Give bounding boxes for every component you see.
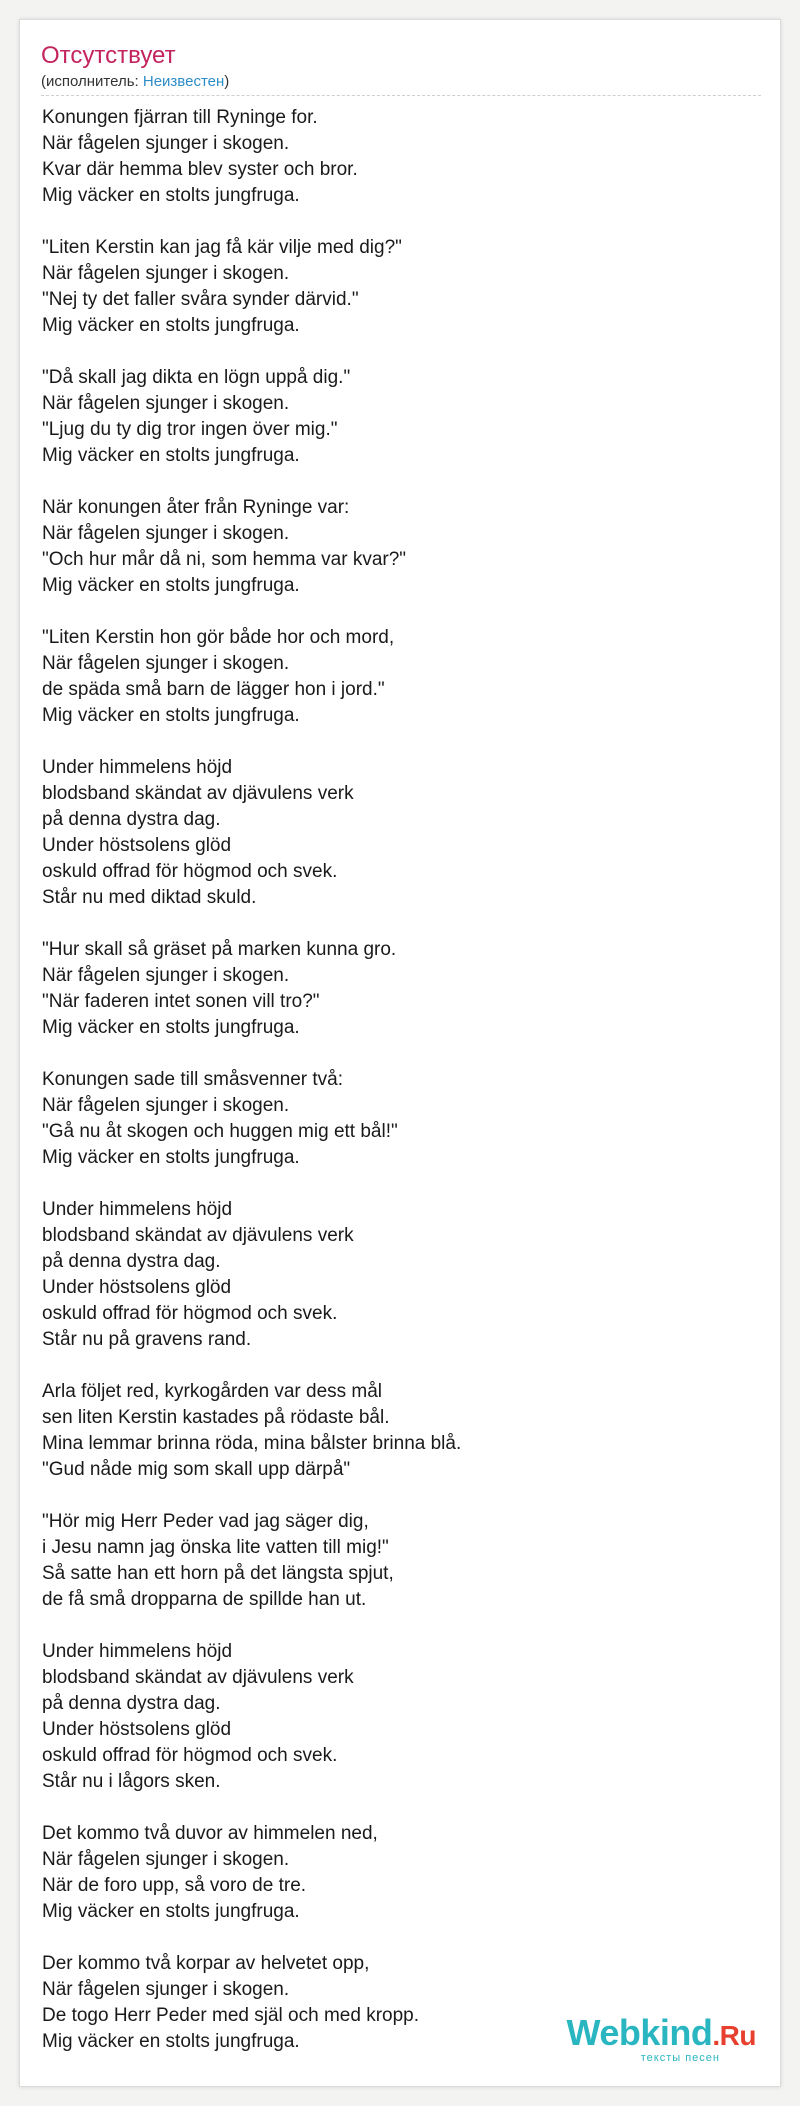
lyric-line: "Hör mig Herr Peder vad jag säger dig, bbox=[42, 1511, 369, 1532]
lyric-line: Under höstsolens glöd bbox=[42, 1277, 232, 1298]
header-divider bbox=[41, 95, 761, 96]
lyrics-stanza bbox=[42, 937, 762, 1041]
lyric-line: blodsband skändat av djävulens verk bbox=[42, 783, 354, 804]
lyric-line: oskuld offrad för högmod och svek. bbox=[42, 1745, 338, 1766]
lyric-line: oskuld offrad för högmod och svek. bbox=[42, 861, 338, 882]
lyric-line: Under höstsolens glöd bbox=[42, 1719, 232, 1740]
lyric-line: oskuld offrad för högmod och svek. bbox=[42, 1303, 338, 1324]
song-header bbox=[41, 42, 761, 91]
lyric-line: på denna dystra dag. bbox=[42, 1693, 221, 1714]
lyric-line: blodsband skändat av djävulens verk bbox=[42, 1667, 354, 1688]
lyric-line: de få små dropparna de spillde han ut. bbox=[42, 1589, 367, 1610]
lyric-line: Mina lemmar brinna röda, mina bålster brinna blå. bbox=[42, 1433, 462, 1454]
lyric-line: Mig väcker en stolts jungfruga. bbox=[42, 1017, 300, 1038]
lyric-line: Under himmelens höjd bbox=[42, 1199, 233, 1220]
lyric-line: Konungen sade till småsvenner två: bbox=[42, 1069, 344, 1090]
lyric-line: de späda små barn de lägger hon i jord." bbox=[42, 679, 385, 700]
logo-subtitle: тексты песен bbox=[640, 2052, 720, 2064]
lyric-line: "Hur skall så gräset på marken kunna gro. bbox=[42, 939, 397, 960]
lyric-line: När fågelen sjunger i skogen. bbox=[42, 133, 290, 154]
lyrics-stanza bbox=[42, 1821, 762, 1925]
lyric-line: När de foro upp, så voro de tre. bbox=[42, 1875, 307, 1896]
lyric-line: Så satte han ett horn på det längsta spjut, bbox=[42, 1563, 394, 1584]
lyric-line: Mig väcker en stolts jungfruga. bbox=[42, 575, 300, 596]
lyrics-stanza bbox=[42, 495, 762, 599]
artist-link[interactable]: Неизвестен bbox=[142, 73, 225, 90]
logo-tld: .Ru bbox=[712, 2020, 756, 2051]
lyric-line: När fågelen sjunger i skogen. bbox=[42, 965, 290, 986]
lyric-line: på denna dystra dag. bbox=[42, 809, 221, 830]
lyric-line: Står nu på gravens rand. bbox=[42, 1329, 252, 1350]
lyric-line: När fågelen sjunger i skogen. bbox=[42, 393, 290, 414]
lyric-line: Mig väcker en stolts jungfruga. bbox=[42, 2031, 300, 2052]
lyric-line: Står nu med diktad skuld. bbox=[42, 887, 257, 908]
lyric-line: Mig väcker en stolts jungfruga. bbox=[42, 445, 300, 466]
lyrics-stanza bbox=[42, 235, 762, 339]
lyric-line: Mig väcker en stolts jungfruga. bbox=[42, 1901, 300, 1922]
lyric-line: Under höstsolens glöd bbox=[42, 835, 232, 856]
artist-prefix: (исполнитель: bbox=[41, 73, 143, 90]
lyrics-stanza bbox=[42, 1379, 762, 1483]
lyric-line: på denna dystra dag. bbox=[42, 1251, 221, 1272]
lyric-line: När fågelen sjunger i skogen. bbox=[42, 653, 290, 674]
lyrics-stanza bbox=[42, 365, 762, 469]
lyrics-card bbox=[19, 19, 781, 2087]
lyric-line: Mig väcker en stolts jungfruga. bbox=[42, 185, 300, 206]
lyric-line: "Liten Kerstin kan jag få kär vilje med dig?" bbox=[42, 237, 402, 258]
lyric-line: "Gå nu åt skogen och huggen mig ett bål!" bbox=[42, 1121, 398, 1142]
logo-wordmark bbox=[566, 2012, 756, 2054]
lyrics-stanza bbox=[42, 755, 762, 911]
logo-main-text: Webkind bbox=[566, 2012, 713, 2053]
lyrics-stanza bbox=[42, 1639, 762, 1795]
lyric-line: sen liten Kerstin kastades på rödaste bål. bbox=[42, 1407, 390, 1428]
lyric-line: blodsband skändat av djävulens verk bbox=[42, 1225, 354, 1246]
lyric-line: Mig väcker en stolts jungfruga. bbox=[42, 705, 300, 726]
lyric-line: När fågelen sjunger i skogen. bbox=[42, 1095, 290, 1116]
lyrics-stanza bbox=[42, 105, 762, 209]
lyric-line: i Jesu namn jag önska lite vatten till mig!" bbox=[42, 1537, 389, 1558]
lyric-line: "Ljug du ty dig tror ingen över mig." bbox=[42, 419, 338, 440]
artist-suffix: ) bbox=[224, 73, 230, 90]
lyric-line: När fågelen sjunger i skogen. bbox=[42, 523, 290, 544]
lyric-line: När fågelen sjunger i skogen. bbox=[42, 1979, 290, 2000]
lyric-line: "Då skall jag dikta en lögn uppå dig." bbox=[42, 367, 351, 388]
lyrics-body bbox=[42, 105, 762, 2081]
lyric-line: "När faderen intet sonen vill tro?" bbox=[42, 991, 320, 1012]
lyric-line: Mig väcker en stolts jungfruga. bbox=[42, 315, 300, 336]
lyric-line: När konungen åter från Ryninge var: bbox=[42, 497, 350, 518]
lyric-line: "Nej ty det faller svåra synder därvid." bbox=[42, 289, 359, 310]
lyric-line: Det kommo två duvor av himmelen ned, bbox=[42, 1823, 378, 1844]
lyrics-stanza bbox=[42, 1509, 762, 1613]
lyric-line: Konungen fjärran till Ryninge for. bbox=[42, 107, 318, 128]
lyrics-stanza bbox=[42, 1067, 762, 1171]
lyric-line: Under himmelens höjd bbox=[42, 757, 233, 778]
artist-line bbox=[41, 73, 761, 91]
lyrics-stanza bbox=[42, 1197, 762, 1353]
lyric-line: Der kommo två korpar av helvetet opp, bbox=[42, 1953, 370, 1974]
site-logo[interactable] bbox=[566, 2012, 756, 2064]
lyric-line: När fågelen sjunger i skogen. bbox=[42, 263, 290, 284]
lyric-line: "Och hur mår då ni, som hemma var kvar?" bbox=[42, 549, 407, 570]
lyric-line: Under himmelens höjd bbox=[42, 1641, 233, 1662]
lyric-line: "Gud nåde mig som skall upp därpå" bbox=[42, 1459, 351, 1480]
song-title: Отсутствует bbox=[41, 42, 176, 69]
lyric-line: "Liten Kerstin hon gör både hor och mord, bbox=[42, 627, 395, 648]
lyric-line: Kvar där hemma blev syster och bror. bbox=[42, 159, 358, 180]
lyric-line: När fågelen sjunger i skogen. bbox=[42, 1849, 290, 1870]
lyric-line: Mig väcker en stolts jungfruga. bbox=[42, 1147, 300, 1168]
lyric-line: Står nu i lågors sken. bbox=[42, 1771, 221, 1792]
lyric-line: De togo Herr Peder med själ och med kropp. bbox=[42, 2005, 420, 2026]
lyric-line: Arla följet red, kyrkogården var dess mål bbox=[42, 1381, 383, 1402]
lyrics-stanza bbox=[42, 625, 762, 729]
